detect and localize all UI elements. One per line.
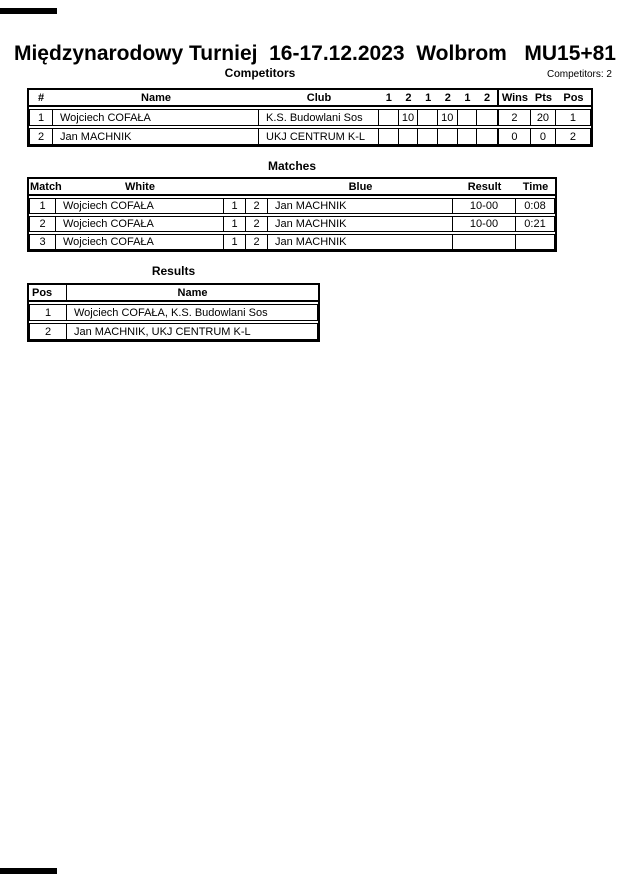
cell-score — [477, 128, 497, 145]
cell-score: 10 — [399, 109, 419, 126]
cell-score — [399, 128, 419, 145]
column-header-score-5: 1 — [464, 91, 471, 104]
cell-score — [438, 128, 458, 145]
column-header-name: Name — [177, 286, 208, 299]
cell-white-number: 1 — [224, 198, 246, 214]
column-header-club: Club — [306, 91, 332, 104]
result-row — [29, 304, 318, 321]
competitors-header-row — [29, 90, 591, 107]
column-header-score-2: 2 — [405, 91, 412, 104]
competitors-table — [27, 88, 593, 147]
cell-number: 2 — [29, 128, 53, 145]
cell-result — [453, 234, 516, 250]
cell-score — [379, 109, 399, 126]
column-header-score-3: 1 — [425, 91, 432, 104]
results-table — [27, 283, 320, 342]
cell-pos: 2 — [556, 128, 591, 145]
cell-blue-name: Jan MACHNIK — [268, 234, 453, 250]
cell-name: Wojciech COFAŁA — [53, 109, 259, 126]
cell-blue-name: Jan MACHNIK — [268, 198, 453, 214]
cell-club: UKJ CENTRUM K-L — [259, 128, 379, 145]
cell-white-number: 1 — [224, 234, 246, 250]
column-header-spacer — [224, 179, 246, 194]
column-header-match: Match — [30, 180, 62, 193]
column-header-white: White — [125, 180, 155, 193]
cell-name: Jan MACHNIK — [53, 128, 259, 145]
cell-blue-name: Jan MACHNIK — [268, 216, 453, 232]
column-header-wins: Wins — [497, 90, 531, 105]
matches-heading: Matches — [267, 159, 317, 173]
cell-pts: 20 — [531, 109, 556, 126]
column-header-pos: Pos — [29, 285, 67, 300]
cell-pts: 0 — [531, 128, 556, 145]
cell-wins: 0 — [497, 128, 531, 145]
scan-mark-bottom — [0, 868, 57, 874]
column-header-pos: Pos — [563, 91, 584, 104]
cell-score — [458, 109, 478, 126]
match-row — [29, 216, 555, 232]
column-header-score-6: 2 — [484, 91, 491, 104]
cell-score — [379, 128, 399, 145]
cell-score — [418, 109, 438, 126]
cell-result: 10-00 — [453, 198, 516, 214]
cell-score — [477, 109, 497, 126]
cell-wins: 2 — [497, 109, 531, 126]
cell-name: Wojciech COFAŁA, K.S. Budowlani Sos — [67, 304, 318, 321]
column-header-pts: Pts — [534, 91, 552, 104]
column-header-spacer — [246, 179, 268, 194]
column-header-result: Result — [467, 180, 502, 193]
competitor-row — [29, 109, 591, 126]
cell-blue-number: 2 — [246, 234, 268, 250]
cell-time: 0:21 — [516, 216, 555, 232]
matches-table — [27, 177, 557, 252]
cell-score — [458, 128, 478, 145]
cell-match-number: 2 — [29, 216, 56, 232]
cell-score — [418, 128, 438, 145]
cell-blue-number: 2 — [246, 216, 268, 232]
cell-white-name: Wojciech COFAŁA — [56, 234, 224, 250]
cell-score: 10 — [438, 109, 458, 126]
match-row — [29, 198, 555, 214]
competitors-count: Competitors: 2 — [546, 69, 612, 80]
scan-mark-top — [0, 8, 57, 14]
column-header-name: Name — [141, 91, 171, 104]
result-row — [29, 323, 318, 340]
cell-number: 1 — [29, 109, 53, 126]
cell-result: 10-00 — [453, 216, 516, 232]
cell-pos: 1 — [29, 304, 67, 321]
results-heading: Results — [151, 264, 196, 278]
cell-pos: 1 — [556, 109, 591, 126]
cell-time — [516, 234, 555, 250]
match-row — [29, 234, 555, 250]
column-header-time: Time — [522, 180, 549, 193]
cell-white-number: 1 — [224, 216, 246, 232]
results-header-row — [29, 285, 318, 302]
column-header-score-1: 1 — [385, 91, 392, 104]
cell-match-number: 3 — [29, 234, 56, 250]
competitors-heading: Competitors — [224, 66, 296, 80]
cell-time: 0:08 — [516, 198, 555, 214]
cell-pos: 2 — [29, 323, 67, 340]
cell-blue-number: 2 — [246, 198, 268, 214]
cell-club: K.S. Budowlani Sos — [259, 109, 379, 126]
matches-header-row — [29, 179, 555, 196]
cell-white-name: Wojciech COFAŁA — [56, 198, 224, 214]
column-header-number: # — [37, 91, 45, 104]
page-title: Międzynarodowy Turniej 16-17.12.2023 Wolbrom MU15+81 — [13, 42, 616, 65]
cell-match-number: 1 — [29, 198, 56, 214]
column-header-blue: Blue — [348, 180, 373, 193]
competitor-row — [29, 128, 591, 145]
column-header-score-4: 2 — [444, 91, 451, 104]
cell-name: Jan MACHNIK, UKJ CENTRUM K-L — [67, 323, 318, 340]
cell-white-name: Wojciech COFAŁA — [56, 216, 224, 232]
